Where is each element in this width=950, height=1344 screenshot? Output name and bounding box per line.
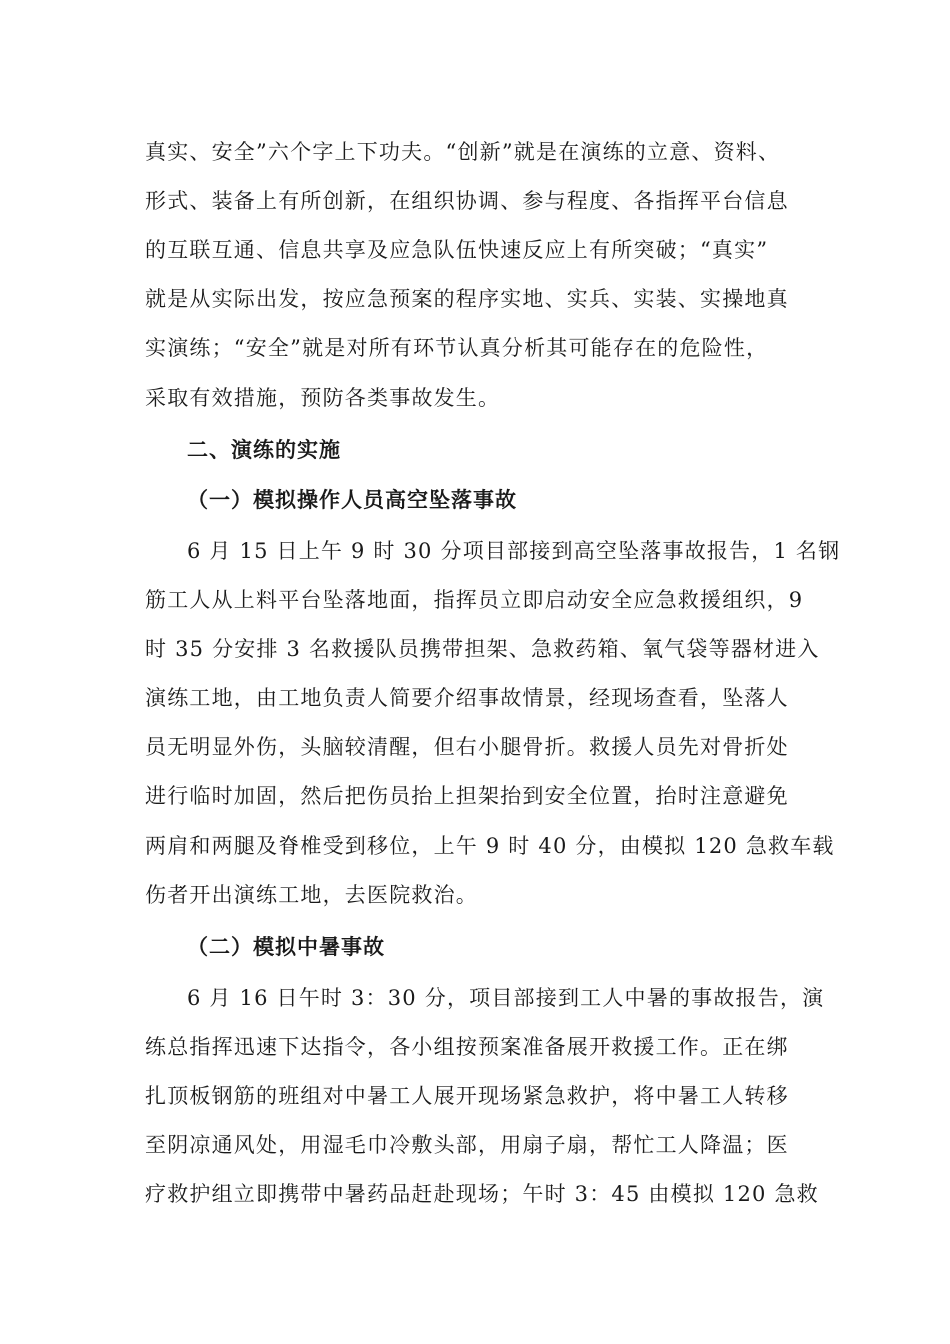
paragraph-line: 至阴凉通风处，用湿毛巾冷敷头部，用扇子扇，帮忙工人降温；医 xyxy=(145,1133,789,1157)
paragraph-line: 疗救护组立即携带中暑药品赶赴现场；午时 3：45 由模拟 120 急救 xyxy=(145,1182,819,1206)
paragraph-line: 筋工人从上料平台坠落地面，指挥员立即启动安全应急救援组织，9 xyxy=(145,588,804,612)
section-heading: 二、演练的实施 xyxy=(187,438,341,462)
paragraph-line: 练总指挥迅速下达指令，各小组按预案准备展开救援工作。正在绑 xyxy=(145,1035,789,1059)
paragraph-line: 时 35 分安排 3 名救援队员携带担架、急救药箱、氧气袋等器材进入 xyxy=(145,637,820,661)
paragraph-line: 员无明显外伤，头脑较清醒，但右小腿骨折。救援人员先对骨折处 xyxy=(145,735,789,759)
paragraph-line: 实演练；“安全”就是对所有环节认真分析其可能存在的危险性， xyxy=(145,336,769,360)
paragraph-line: 演练工地，由工地负责人简要介绍事故情景，经现场查看，坠落人 xyxy=(145,686,789,710)
paragraph-line: 6 月 16 日午时 3：30 分，项目部接到工人中暑的事故报告，演 xyxy=(187,986,825,1010)
paragraph-line: 伤者开出演练工地，去医院救治。 xyxy=(145,883,478,907)
paragraph-line: 形式、装备上有所创新，在组织协调、参与程度、各指挥平台信息 xyxy=(145,189,789,213)
paragraph-line: 的互联互通、信息共享及应急队伍快速反应上有所突破；“真实” xyxy=(145,238,769,262)
paragraph-line: 就是从实际出发，按应急预案的程序实地、实兵、实装、实操地真 xyxy=(145,287,789,311)
paragraph-line: 6 月 15 日上午 9 时 30 分项目部接到高空坠落事故报告，1 名钢 xyxy=(187,539,841,563)
paragraph-line: 两肩和两腿及脊椎受到移位，上午 9 时 40 分，由模拟 120 急救车载 xyxy=(145,834,835,858)
paragraph-line: 进行临时加固，然后把伤员抬上担架抬到安全位置，抬时注意避免 xyxy=(145,784,789,808)
subsection-heading: （一）模拟操作人员高空坠落事故 xyxy=(187,488,517,512)
paragraph-line: 采取有效措施，预防各类事故发生。 xyxy=(145,386,501,410)
subsection-heading: （二）模拟中暑事故 xyxy=(187,935,385,959)
paragraph-line: 扎顶板钢筋的班组对中暑工人展开现场紧急救护，将中暑工人转移 xyxy=(145,1084,789,1108)
paragraph-line: 真实、安全”六个字上下功夫。“创新”就是在演练的立意、资料、 xyxy=(145,140,781,164)
